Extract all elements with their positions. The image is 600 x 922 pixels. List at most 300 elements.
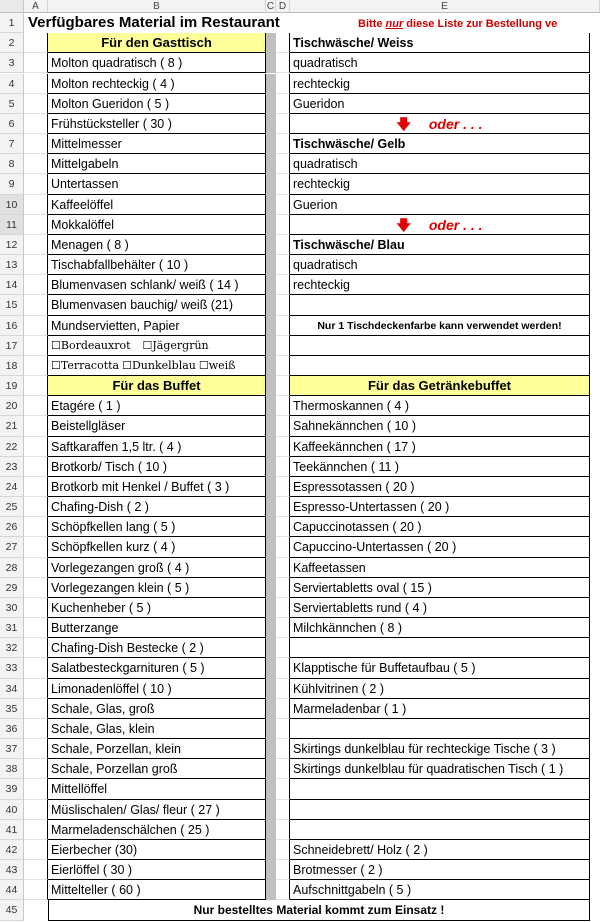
row-header[interactable]: 25 <box>0 497 24 517</box>
cell-a[interactable] <box>24 739 48 759</box>
sheet-row <box>0 638 600 658</box>
row-header[interactable]: 14 <box>0 275 24 295</box>
item-cell[interactable]: Schneidebrett/ Holz ( 2 ) <box>290 840 590 860</box>
column-spacer <box>266 174 276 194</box>
column-spacer <box>266 658 276 678</box>
cell-d[interactable] <box>276 53 290 73</box>
item-cell[interactable]: Schale, Porzellan, klein <box>48 739 266 759</box>
sheet-row <box>0 376 600 396</box>
cell-a[interactable] <box>24 74 48 94</box>
sheet-row <box>0 195 600 215</box>
row-header[interactable]: 17 <box>0 336 24 356</box>
row-header[interactable]: 40 <box>0 800 24 820</box>
column-spacer <box>266 396 276 416</box>
column-spacer <box>266 699 276 719</box>
item-cell[interactable] <box>290 638 590 658</box>
item-cell[interactable]: Mittellöffel <box>48 779 266 799</box>
item-cell[interactable]: Eierbecher (30) <box>48 840 266 860</box>
sheet-row <box>0 658 600 678</box>
cell-a[interactable] <box>24 699 48 719</box>
row-header[interactable]: 38 <box>0 759 24 779</box>
item-cell[interactable]: Beistellgläser <box>48 416 266 436</box>
cell-d[interactable] <box>276 558 290 578</box>
sheet-row <box>0 13 600 33</box>
cell-d[interactable] <box>276 880 290 900</box>
item-cell[interactable]: rechteckig <box>290 174 590 194</box>
row-header[interactable]: 34 <box>0 679 24 699</box>
color-checkbox-option[interactable]: ☐Dunkelblau <box>122 358 196 372</box>
item-cell[interactable]: Marmeladenbar ( 1 ) <box>290 699 590 719</box>
cell-d[interactable] <box>276 477 290 497</box>
cell-d[interactable] <box>276 739 290 759</box>
item-cell[interactable]: Schale, Glas, groß <box>48 699 266 719</box>
cell-a[interactable] <box>24 336 48 356</box>
row-header[interactable]: 19 <box>0 376 24 396</box>
cell-d[interactable] <box>276 779 290 799</box>
cell-d[interactable] <box>276 174 290 194</box>
cell-a[interactable] <box>24 134 48 154</box>
cell-a[interactable] <box>24 437 48 457</box>
cell-d[interactable] <box>276 295 290 315</box>
column-header-b[interactable]: B <box>48 0 266 13</box>
cell-d[interactable] <box>276 679 290 699</box>
cell-d[interactable] <box>276 195 290 215</box>
column-spacer <box>266 195 276 215</box>
cell-a[interactable] <box>24 174 48 194</box>
item-cell[interactable]: Aufschnittgabeln ( 5 ) <box>290 880 590 900</box>
column-spacer <box>266 275 276 295</box>
item-cell[interactable]: Etagére ( 1 ) <box>48 396 266 416</box>
cell-d[interactable] <box>276 376 290 396</box>
row-header[interactable]: 43 <box>0 860 24 880</box>
item-cell[interactable]: Menagen ( 8 ) <box>48 235 266 255</box>
row-header[interactable]: 3 <box>0 53 24 73</box>
cell-d[interactable] <box>276 719 290 739</box>
sheet-row <box>0 316 600 336</box>
cell-a[interactable] <box>24 53 48 73</box>
cell-a[interactable] <box>24 860 48 880</box>
item-cell[interactable]: Schale, Glas, klein <box>48 719 266 739</box>
cell-d[interactable] <box>276 537 290 557</box>
row-header[interactable]: 29 <box>0 578 24 598</box>
cell-d[interactable] <box>276 800 290 820</box>
column-spacer <box>266 114 276 134</box>
sheet-row <box>0 820 600 840</box>
column-header-e[interactable]: E <box>290 0 600 13</box>
sheet-row <box>0 900 600 920</box>
item-cell[interactable]: Gueridon <box>290 94 590 114</box>
cell-a[interactable] <box>24 275 48 295</box>
item-cell[interactable]: Skirtings dunkelblau für quadratischen Tisch ( 1 ) <box>290 759 590 779</box>
sheet-row <box>0 497 600 517</box>
cell-d[interactable] <box>276 860 290 880</box>
cell-d[interactable] <box>276 255 290 275</box>
cell-a[interactable] <box>24 658 48 678</box>
order-instruction-emph: nur <box>385 18 404 30</box>
section-header-getraenke: Für das Getränkebuffet <box>290 376 590 396</box>
item-cell[interactable]: Schöpfkellen lang ( 5 ) <box>48 517 266 537</box>
item-cell[interactable]: Teekännchen ( 11 ) <box>290 457 590 477</box>
cell-a[interactable] <box>24 820 48 840</box>
row-header[interactable]: 26 <box>0 517 24 537</box>
cell-a[interactable] <box>24 154 48 174</box>
cell-a[interactable] <box>24 578 48 598</box>
row-header[interactable]: 18 <box>0 356 24 376</box>
cell-a[interactable] <box>24 376 48 396</box>
item-cell[interactable]: Schöpfkellen kurz ( 4 ) <box>48 537 266 557</box>
item-cell[interactable]: Saftkaraffen 1,5 ltr. ( 4 ) <box>48 437 266 457</box>
column-spacer <box>266 457 276 477</box>
cell-d[interactable] <box>276 316 290 336</box>
row-header[interactable]: 11 <box>0 215 24 235</box>
row-header[interactable]: 24 <box>0 477 24 497</box>
row-header[interactable]: 45 <box>0 900 24 920</box>
item-cell[interactable]: Espresso-Untertassen ( 20 ) <box>290 497 590 517</box>
item-cell[interactable]: Müslischalen/ Glas/ fleur ( 27 ) <box>48 800 266 820</box>
item-cell[interactable] <box>290 719 590 739</box>
cell-d[interactable] <box>276 356 290 376</box>
color-checkbox-option[interactable]: ☐weiß <box>198 358 236 372</box>
arrow-down-icon: 🡇 <box>396 116 411 133</box>
cell-d[interactable] <box>276 336 290 356</box>
sheet-row <box>0 699 600 719</box>
item-cell[interactable]: Kaffeekännchen ( 17 ) <box>290 437 590 457</box>
column-spacer <box>266 880 276 900</box>
cell-d[interactable] <box>276 134 290 154</box>
row-header[interactable]: 10 <box>0 195 24 215</box>
row-header[interactable]: 4 <box>0 74 24 94</box>
item-cell[interactable]: Klapptische für Buffetaufbau ( 5 ) <box>290 658 590 678</box>
item-cell[interactable]: Capuccino-Untertassen ( 20 ) <box>290 537 590 557</box>
order-instruction-pre: Bitte <box>358 18 386 30</box>
sheet-row <box>0 275 600 295</box>
column-spacer <box>266 53 276 73</box>
item-cell[interactable] <box>290 356 590 376</box>
item-cell[interactable]: Kaffeelöffel <box>48 195 266 215</box>
color-option-row[interactable] <box>48 356 266 376</box>
item-cell[interactable]: Chafing-Dish Bestecke ( 2 ) <box>48 638 266 658</box>
cell-d[interactable] <box>276 235 290 255</box>
sheet-row <box>0 174 600 194</box>
sheet-row <box>0 255 600 275</box>
item-cell[interactable]: Brotmesser ( 2 ) <box>290 860 590 880</box>
column-spacer <box>266 638 276 658</box>
column-spacer <box>266 295 276 315</box>
column-spacer <box>266 356 276 376</box>
item-cell[interactable]: Skirtings dunkelblau für rechteckige Tische ( 3 ) <box>290 739 590 759</box>
cell-a[interactable] <box>24 195 48 215</box>
order-instruction <box>358 15 557 33</box>
column-spacer <box>266 154 276 174</box>
row-header[interactable]: 44 <box>0 880 24 900</box>
item-cell[interactable]: Sahnekännchen ( 10 ) <box>290 416 590 436</box>
item-cell[interactable]: Frühstücksteller ( 30 ) <box>48 114 266 134</box>
tablecloth-note: Nur 1 Tischdeckenfarbe kann verwendet werden! <box>290 316 590 336</box>
row-header[interactable]: 37 <box>0 739 24 759</box>
row-header[interactable]: 9 <box>0 174 24 194</box>
item-cell[interactable]: Blumenvasen bauchig/ weiß (21) <box>48 295 266 315</box>
row-header[interactable]: 33 <box>0 658 24 678</box>
item-cell[interactable]: Espressotassen ( 20 ) <box>290 477 590 497</box>
arrow-down-icon: 🡇 <box>396 217 411 234</box>
row-header[interactable]: 42 <box>0 840 24 860</box>
sheet-row <box>0 719 600 739</box>
column-spacer <box>266 477 276 497</box>
color-checkbox-option[interactable]: ☐Terracotta <box>51 358 120 372</box>
row-header[interactable]: 7 <box>0 134 24 154</box>
cell-a[interactable] <box>24 598 48 618</box>
cell-a[interactable] <box>24 416 48 436</box>
item-cell[interactable]: Mokkalöffel <box>48 215 266 235</box>
cell-a[interactable] <box>24 779 48 799</box>
row-header[interactable]: 39 <box>0 779 24 799</box>
row-header[interactable]: 30 <box>0 598 24 618</box>
sheet-row <box>0 295 600 315</box>
cell-d[interactable] <box>276 598 290 618</box>
cell-d[interactable] <box>276 154 290 174</box>
row-header[interactable]: 12 <box>0 235 24 255</box>
item-cell[interactable] <box>290 820 590 840</box>
cell-a[interactable] <box>24 295 48 315</box>
column-spacer <box>266 719 276 739</box>
column-spacer <box>266 800 276 820</box>
item-cell[interactable]: Vorlegezangen groß ( 4 ) <box>48 558 266 578</box>
column-spacer <box>266 74 276 94</box>
sheet-row <box>0 134 600 154</box>
sheet-row <box>0 739 600 759</box>
column-spacer <box>266 860 276 880</box>
cell-a[interactable] <box>24 477 48 497</box>
row-header[interactable]: 27 <box>0 537 24 557</box>
footer-note: Nur bestelltes Material kommt zum Einsatz ! <box>48 900 590 920</box>
column-spacer <box>266 679 276 699</box>
row-header[interactable]: 15 <box>0 295 24 315</box>
sheet-row <box>0 457 600 477</box>
item-cell[interactable]: Molton Gueridon ( 5 ) <box>48 94 266 114</box>
column-spacer <box>266 416 276 436</box>
cell-d[interactable] <box>276 638 290 658</box>
item-cell[interactable]: quadratisch <box>290 154 590 174</box>
tablecloth-heading: Tischwäsche/ Gelb <box>290 134 590 154</box>
order-instruction-post: diese Liste zur Bestellung ve <box>403 18 558 30</box>
cell-d[interactable] <box>276 658 290 678</box>
row-header[interactable]: 1 <box>0 13 24 33</box>
cell-d[interactable] <box>276 396 290 416</box>
row-header[interactable]: 8 <box>0 154 24 174</box>
cell-d[interactable] <box>276 840 290 860</box>
cell-d[interactable] <box>276 33 290 53</box>
row-header[interactable]: 13 <box>0 255 24 275</box>
item-cell[interactable]: Mittelgabeln <box>48 154 266 174</box>
cell-a[interactable] <box>24 457 48 477</box>
cell-d[interactable] <box>276 457 290 477</box>
cell-a[interactable] <box>24 235 48 255</box>
item-cell[interactable]: Serviertabletts rund ( 4 ) <box>290 598 590 618</box>
column-spacer <box>266 759 276 779</box>
item-cell[interactable]: Molton rechteckig ( 4 ) <box>48 74 266 94</box>
cell-d[interactable] <box>276 215 290 235</box>
row-header[interactable]: 41 <box>0 820 24 840</box>
cell-d[interactable] <box>276 416 290 436</box>
cell-a[interactable] <box>24 33 48 53</box>
column-spacer <box>266 598 276 618</box>
row-header[interactable]: 16 <box>0 316 24 336</box>
item-cell[interactable] <box>290 295 590 315</box>
cell-a[interactable] <box>24 800 48 820</box>
item-cell[interactable]: Salatbesteckgarnituren ( 5 ) <box>48 658 266 678</box>
item-cell[interactable]: Molton quadratisch ( 8 ) <box>48 53 266 73</box>
item-cell[interactable]: quadratisch <box>290 255 590 275</box>
sheet-row <box>0 618 600 638</box>
cell-d[interactable] <box>276 578 290 598</box>
cell-a[interactable] <box>24 719 48 739</box>
column-spacer <box>266 739 276 759</box>
sheet-row <box>0 840 600 860</box>
color-checkbox-option[interactable]: ☐Bordeauxrot <box>51 338 131 352</box>
column-spacer <box>266 235 276 255</box>
column-spacer <box>266 779 276 799</box>
oder-label: oder . . . <box>428 216 483 233</box>
row-header[interactable]: 21 <box>0 416 24 436</box>
column-spacer <box>266 33 276 53</box>
row-header[interactable]: 31 <box>0 618 24 638</box>
row-header[interactable]: 22 <box>0 437 24 457</box>
item-cell[interactable]: Mittelteller ( 60 ) <box>48 880 266 900</box>
item-cell[interactable]: Vorlegezangen klein ( 5 ) <box>48 578 266 598</box>
cell-d[interactable] <box>276 759 290 779</box>
cell-a[interactable] <box>24 537 48 557</box>
cell-a[interactable] <box>24 114 48 134</box>
cell-a[interactable] <box>24 618 48 638</box>
sheet-row <box>0 396 600 416</box>
item-cell[interactable]: Butterzange <box>48 618 266 638</box>
oder-cell <box>290 114 590 134</box>
oder-cell <box>290 215 590 235</box>
item-cell[interactable]: Schale, Porzellan groß <box>48 759 266 779</box>
item-cell[interactable]: rechteckig <box>290 275 590 295</box>
sheet-row <box>0 33 600 53</box>
column-header-a[interactable]: A <box>24 0 48 13</box>
item-cell[interactable]: Guerion <box>290 195 590 215</box>
row-header[interactable]: 32 <box>0 638 24 658</box>
cell-d[interactable] <box>276 699 290 719</box>
row-header[interactable]: 35 <box>0 699 24 719</box>
row-header[interactable]: 36 <box>0 719 24 739</box>
row-header[interactable]: 5 <box>0 94 24 114</box>
sheet-row <box>0 558 600 578</box>
item-cell[interactable]: Limonadenlöffel ( 10 ) <box>48 679 266 699</box>
cell-a[interactable] <box>24 255 48 275</box>
cell-d[interactable] <box>276 114 290 134</box>
item-cell[interactable]: Mundservietten, Papier <box>48 316 266 336</box>
cell-d[interactable] <box>276 275 290 295</box>
sheet-row <box>0 74 600 94</box>
cell-a[interactable] <box>24 497 48 517</box>
item-cell[interactable]: Chafing-Dish ( 2 ) <box>48 497 266 517</box>
cell-d[interactable] <box>276 437 290 457</box>
cell-a[interactable] <box>24 356 48 376</box>
cell-a[interactable] <box>24 517 48 537</box>
cell-a[interactable] <box>24 94 48 114</box>
sheet-row <box>0 94 600 114</box>
item-cell[interactable]: Kaffeetassen <box>290 558 590 578</box>
sheet-row <box>0 477 600 497</box>
cell-a[interactable] <box>24 679 48 699</box>
item-cell[interactable]: Brotkorb mit Henkel / Buffet ( 3 ) <box>48 477 266 497</box>
cell-a[interactable] <box>24 316 48 336</box>
item-cell[interactable]: Mittelmesser <box>48 134 266 154</box>
row-header[interactable]: 23 <box>0 457 24 477</box>
color-option-row[interactable] <box>48 336 266 356</box>
item-cell[interactable]: Blumenvasen schlank/ weiß ( 14 ) <box>48 275 266 295</box>
sheet-row <box>0 154 600 174</box>
row-header[interactable]: 6 <box>0 114 24 134</box>
column-header-d[interactable]: D <box>276 0 290 13</box>
column-spacer <box>266 255 276 275</box>
cell-a[interactable] <box>24 558 48 578</box>
item-cell[interactable]: Brotkorb/ Tisch ( 10 ) <box>48 457 266 477</box>
item-cell[interactable]: Milchkännchen ( 8 ) <box>290 618 590 638</box>
item-cell[interactable]: Kühlvitrinen ( 2 ) <box>290 679 590 699</box>
item-cell[interactable]: Capuccinotassen ( 20 ) <box>290 517 590 537</box>
item-cell[interactable] <box>290 800 590 820</box>
cell-d[interactable] <box>276 517 290 537</box>
cell-d[interactable] <box>276 497 290 517</box>
row-header[interactable]: 28 <box>0 558 24 578</box>
row-header[interactable]: 2 <box>0 33 24 53</box>
column-spacer <box>266 94 276 114</box>
item-cell[interactable]: Kuchenheber ( 5 ) <box>48 598 266 618</box>
tablecloth-heading: Tischwäsche/ Weiss <box>290 33 590 53</box>
item-cell[interactable]: Tischabfallbehälter ( 10 ) <box>48 255 266 275</box>
cell-d[interactable] <box>276 618 290 638</box>
cell-a[interactable] <box>24 215 48 235</box>
cell-d[interactable] <box>276 820 290 840</box>
item-cell[interactable]: Eierlöffel ( 30 ) <box>48 860 266 880</box>
item-cell[interactable] <box>290 779 590 799</box>
section-header-buffet: Für das Buffet <box>48 376 266 396</box>
column-spacer <box>266 578 276 598</box>
cell-a[interactable] <box>24 880 48 900</box>
cell-d[interactable] <box>276 74 290 94</box>
select-all-corner[interactable] <box>0 0 24 13</box>
item-cell[interactable]: Serviertabletts oval ( 15 ) <box>290 578 590 598</box>
sheet-row <box>0 679 600 699</box>
column-spacer <box>266 134 276 154</box>
color-checkbox-option[interactable]: ☐Jägergrün <box>142 338 209 352</box>
cell-a[interactable] <box>24 759 48 779</box>
column-spacer <box>266 537 276 557</box>
cell-a[interactable] <box>24 396 48 416</box>
item-cell[interactable]: Untertassen <box>48 174 266 194</box>
column-header-c[interactable]: C <box>266 1 275 12</box>
sheet-row <box>0 598 600 618</box>
cell-a[interactable] <box>24 638 48 658</box>
item-cell[interactable]: Thermoskannen ( 4 ) <box>290 396 590 416</box>
tablecloth-heading: Tischwäsche/ Blau <box>290 235 590 255</box>
item-cell[interactable] <box>290 336 590 356</box>
item-cell[interactable]: quadratisch <box>290 53 590 73</box>
item-cell[interactable]: Marmeladenschälchen ( 25 ) <box>48 820 266 840</box>
cell-a[interactable] <box>24 840 48 860</box>
sheet-row <box>0 336 600 356</box>
item-cell[interactable]: rechteckig <box>290 74 590 94</box>
cell-d[interactable] <box>276 94 290 114</box>
row-header[interactable]: 20 <box>0 396 24 416</box>
column-spacer <box>266 215 276 235</box>
sheet-row <box>0 53 600 73</box>
sheet-row <box>0 880 600 900</box>
